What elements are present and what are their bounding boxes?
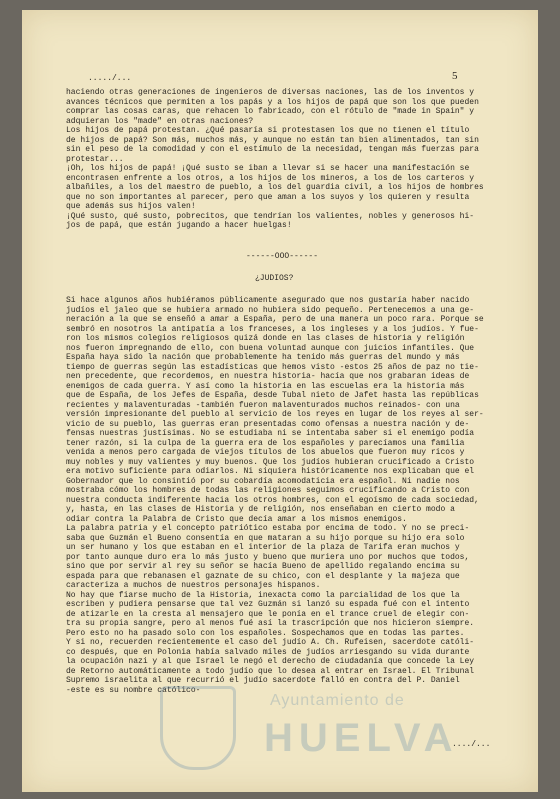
archive-watermark xyxy=(160,680,530,770)
article-body-text: Si hace algunos años hubiéramos públicamente asegurado que nos gustaría haber nacido judíos el jaleo que se hubiera armado no hubiera sido pequeño. Pertenecemos a una ge- neración a la que se enseñó a amar a España, pero de una manera un poco rara. Porque se sembró en nosotros la antipatía a los franceses, a los ingleses y a los judíos. Y fue- ron los mismos colegios religiosos quizá donde en las clases de historia y religión nos fueron impregnando de ello, con buena voluntad aunque con juicios infantiles. Que España haya sido la nación que probablemente ha tenido más guerras del mundo y más tiempo de guerras según las estadísticas que hemos visto -estos 25 años de paz no tie- nen precedente, que recordemos, en nuestra historia- hacía que nos grabaran ideas de enemigos de cada guerra. Y así como la historia en las escuelas era la historia más que de España, de los Jefes de España, desde Tubal nieto de Jafet hasta las repúblicas recientes y malaventuradas -también fueron malaventurados muchos reinados- con una versión impresionante del pueblo al servicio de los reyes en lugar de los reyes al ser- vicio de su pueblo, las guerras eran presentadas como ofensas a nuestra nación y de- fensas nuestras justísimas. No se estudiaba ni se intentaba saber si el enemigo podía tener razón, si la culpa de la guerra era de los españoles y parecíamos una familia venida a menos pero cargada de viejos títulos de los abuelos que fueron muy ricos y muy nobles y muy valientes y muy buenos. Que los judíos hubieran crucificado a Cristo era motivo suficiente para odiarlos. Ni siquiera históricamente nos explicaban que el Gobernador que lo consintió por su cobardía acomodaticia era español. Ni nadie nos mostraba cómo los hombres de todas las religiones seguimos crucificando a Cristo con nuestra conducta indiferente hacia los otros hombres, con el egoísmo de cada sociedad, y, hasta, en las clases de Historia y de religión, nos enseñaban en cierto modo a odiar contra la Palabra de Cristo que decía amar a los mismos enemigos. La palabra patria y el concepto patriótico estaba por encima de todo. Y no se preci- saba que Guzmán el Bueno consentía en que mataran a su hijo porque su hijo era solo un ser humano y los que estaban en el interior de la plaza de Tarifa eran muchos y por tanto aunque duro era lo más justo y bueno que muriera uno por muchos que todos, sino que por servir al rey su señor se hacía Bueno de apellido regalando encima su espada para que rebanasen el gaznate de su chico, con el desplante y la majeza que caracteriza a muchos de nuestros personajes hispanos. No hay que fiarse mucho de la Historia, inexacta como la parcialidad de los que la escriben y pudiera pensarse que tal vez Guzmán si lanzó su espada fué con el intento de atizarle en la cresta al mensajero que le ponía en el trance cruel de elegir con- tra su propia sangre, pero al menos fué así la trascripción que nos hicieron siempre. Pero esto no ha pasado solo con los españoles. Sospechamos que en todas las partes. Y si no, recuerden recientemente el caso del judío A. Ch. Rufeisen, sacerdote católi- co después, que en Polonia había salvado miles de judíos arriesgando su vida durante la ocupación nazi y al que Israel le negó el derecho de ciudadanía que concede la Ley de Retorno automáticamente a todo judío que lo desea al entrar en Israel. El Tribunal Supremo israelita al que recurrió el judío sacerdote falló en contra del P. Daniel -este es su nombre católico- xyxy=(66,296,484,695)
article-heading: ¿JUDIOS? xyxy=(255,274,294,283)
watermark-line2: HUELVA xyxy=(264,716,459,760)
continuation-mark-bottom: ..../... xyxy=(452,740,491,749)
coat-of-arms-icon xyxy=(160,686,236,770)
article-continuation-text: haciendo otras generaciones de ingenieros de diversas naciones, las de los inventos y avances técnicos que permiten a los papás y a los hijos de papá que son los que pueden comprar las cosas caras, que rehacen lo fabricado, con el rótulo de "made in Spain" y adquieran los "made" en otras naciones? Los hijos de papá protestan. ¿Qué pasaría si protestasen los que no tienen el título de hijos de papá? Son más, muchos más, y aunque no están tan bien alimentados, tan sin sin el peso de la comodidad y con el estímulo de la necesidad, tengan más fuerzas para protestar... ¡Oh, los hijos de papá! ¡Qué susto se iban a llevar si se hacer una manifestación se encontrasen enfrente a los otros, a los hijos de los mineros, a los de los carteros y albañiles, a los del maestro de pueblo, a los del guardia civil, a los hijos de hombres que no son importantes al parecer, pero que aman a los suyos y los quieren y resulta que además sus hijos valen! ¡Qué susto, qué susto, pobrecitos, que tendrían los valientes, nobles y generosos hi- jos de papá, que están jugando a hacer huelgas! xyxy=(66,88,484,230)
page-number: 5 xyxy=(452,70,458,82)
watermark-line1: Ayuntamiento de xyxy=(270,692,405,709)
section-divider: ------OOO------ xyxy=(246,252,319,261)
continuation-mark-top: ...../... xyxy=(88,74,132,83)
